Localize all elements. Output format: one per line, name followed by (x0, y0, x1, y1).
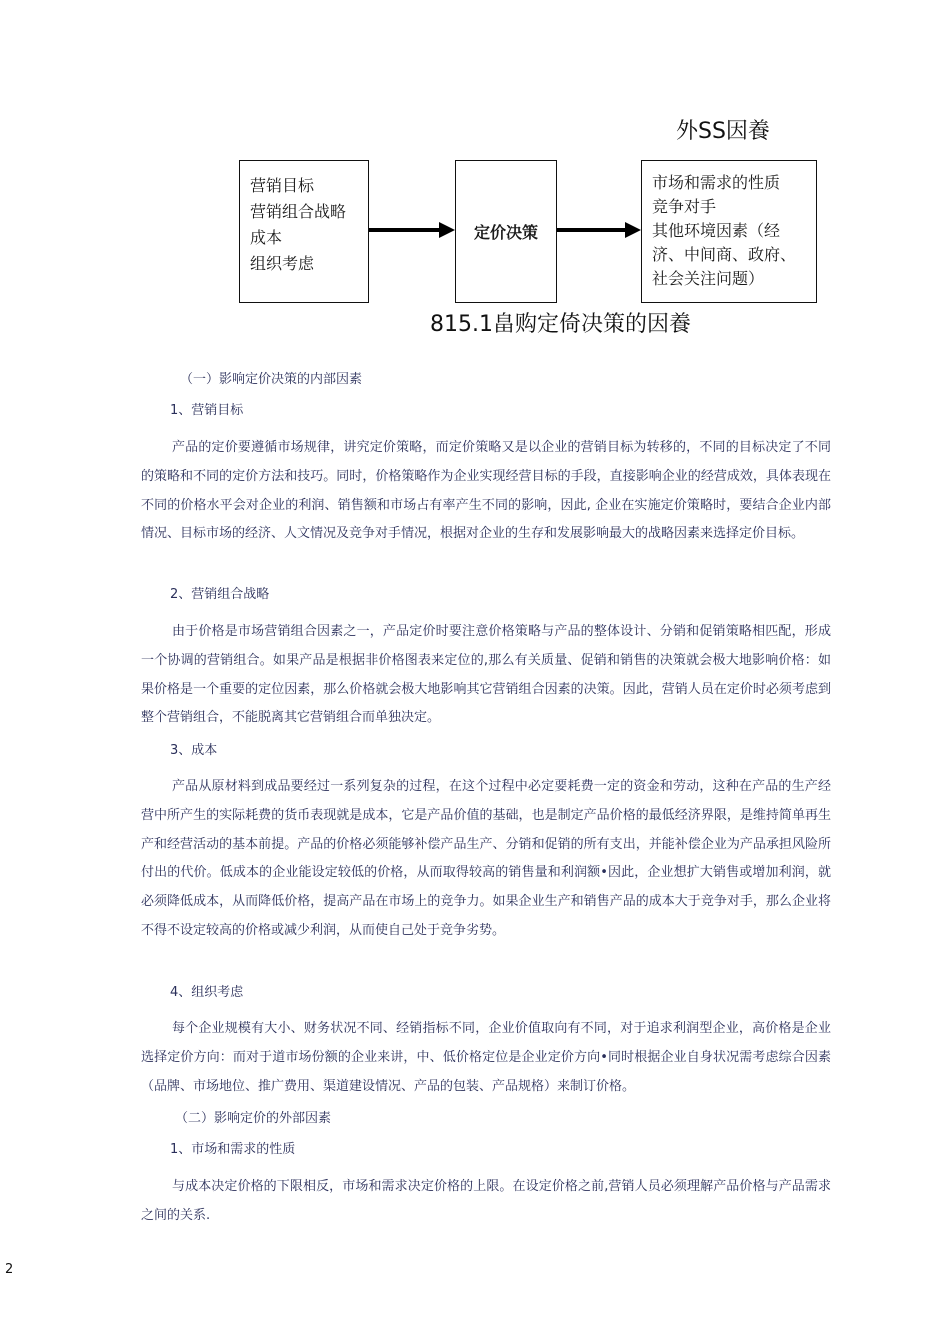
figure-top-label: 外SS因養 (676, 119, 770, 144)
external-factor-item: 其他环境因素（经 (652, 221, 781, 240)
paragraph-organization: 每个企业规模有大小、财务状况不同、经销指标不同，企业价值取向有不同，对于追求利润型企业，高价格是企业选择定价方向：而对于道市场份额的企业来讲，中、低价格定位是企业定价方向•同时根据企业自身状况需考虑综合因素（品牌、市场地位、推广费用、渠道建设情况、产品的包装、产品规格）来制订价格。 (141, 1021, 831, 1094)
external-factor-item: 济、中间商、政府、 (652, 245, 797, 264)
arrow-right-icon (369, 220, 457, 240)
section-heading-external: （二）影响定价的外部因素 (175, 1111, 332, 1126)
paragraph-marketing-mix: 由于价格是市场营销组合因素之一，产品定价时要注意价格策略与产品的整体设计、分销和促销策略相匹配，形成一个协调的营销组合。如果产品是根据非价格图表来定位的,那么有关质量、促销和销售的决策就会极大地影响价格：如果价格是一个重要的定位因素，那么价格就会极大地影响其它营销组合因素的决策。因此，营销人员在定价时必须考虑到整个营销组合，不能脱离其它营销组合而单独决定。 (141, 624, 831, 726)
arrow-right-icon (557, 220, 643, 240)
pricing-decision-label: 定价决策 (473, 223, 538, 242)
external-factor-item: 竞争对手 (652, 197, 717, 216)
subheading-organization: 4、组织考虑 (170, 985, 244, 1000)
internal-factor-item: 组织考虑 (250, 254, 315, 273)
internal-factor-item: 营销组合战略 (250, 202, 347, 221)
paragraph-market-demand: 与成本决定价格的下限相反，市场和需求决定价格的上限。在设定价格之前,营销人员必须理解产品价格与产品需求之间的关系. (141, 1179, 831, 1223)
page-number: 2 (5, 1262, 14, 1277)
internal-factor-item: 成本 (250, 228, 283, 247)
figure-caption: 815.1畠购定倚决策的因養 (430, 312, 691, 337)
internal-factor-item: 营销目标 (250, 176, 315, 195)
paragraph-cost: 产品从原材料到成品要经过一系列复杂的过程，在这个过程中必定要耗费一定的资金和劳动，这种在产品的生产经营中所产生的实际耗费的货币表现就是成本，它是产品价值的基础，也是制定产品价格的最低经济界限，是维持简单再生产和经营活动的基本前提。产品的价格必须能够补偿产品生产、分销和促销的所有支出，并能补偿企业为产品承担风险所付出的代价。低成本的企业能设定较低的价格，从而取得较高的销售量和利润额•因此，企业想扩大销售或增加利润，就必须降低成本，从而降低价格，提高产品在市场上的竞争力。如果企业生产和销售产品的成本大于竞争对手，那么企业将不得不设定较高的价格或减少利润，从而使自己处于竞争劣势。 (141, 779, 831, 938)
section-heading-internal: （一）影响定价决策的内部因素 (180, 372, 363, 387)
subheading-marketing-goals: 1、营销目标 (170, 403, 244, 418)
external-factors-box (641, 160, 817, 303)
external-factor-item: 社会关注问题） (652, 269, 765, 288)
subheading-cost: 3、成本 (170, 743, 218, 758)
external-factor-item: 市场和需求的性质 (652, 173, 781, 192)
paragraph-marketing-goals: 产品的定价要遵循市场规律，讲究定价策略，而定价策略又是以企业的营销目标为转移的，不同的目标决定了不同的策略和不同的定价方法和技巧。同时，价格策略作为企业实现经营目标的手段，直接影响企业的经营成效，具体表现在不同的价格水平会对企业的利润、销售额和市场占有率产生不同的影响，因此, 企业在实施定价策略时，要结合企业内部情况、目标市场的经济、人文情况及竞争对手情况，根据对企业的生存和发展影响最大的战略因素来选择定价目标。 (141, 440, 831, 542)
subheading-market-demand: 1、市场和需求的性质 (170, 1142, 296, 1157)
pricing-decision-box (455, 160, 557, 303)
subheading-marketing-mix: 2、营销组合战略 (170, 587, 270, 602)
internal-factors-box (239, 160, 369, 303)
